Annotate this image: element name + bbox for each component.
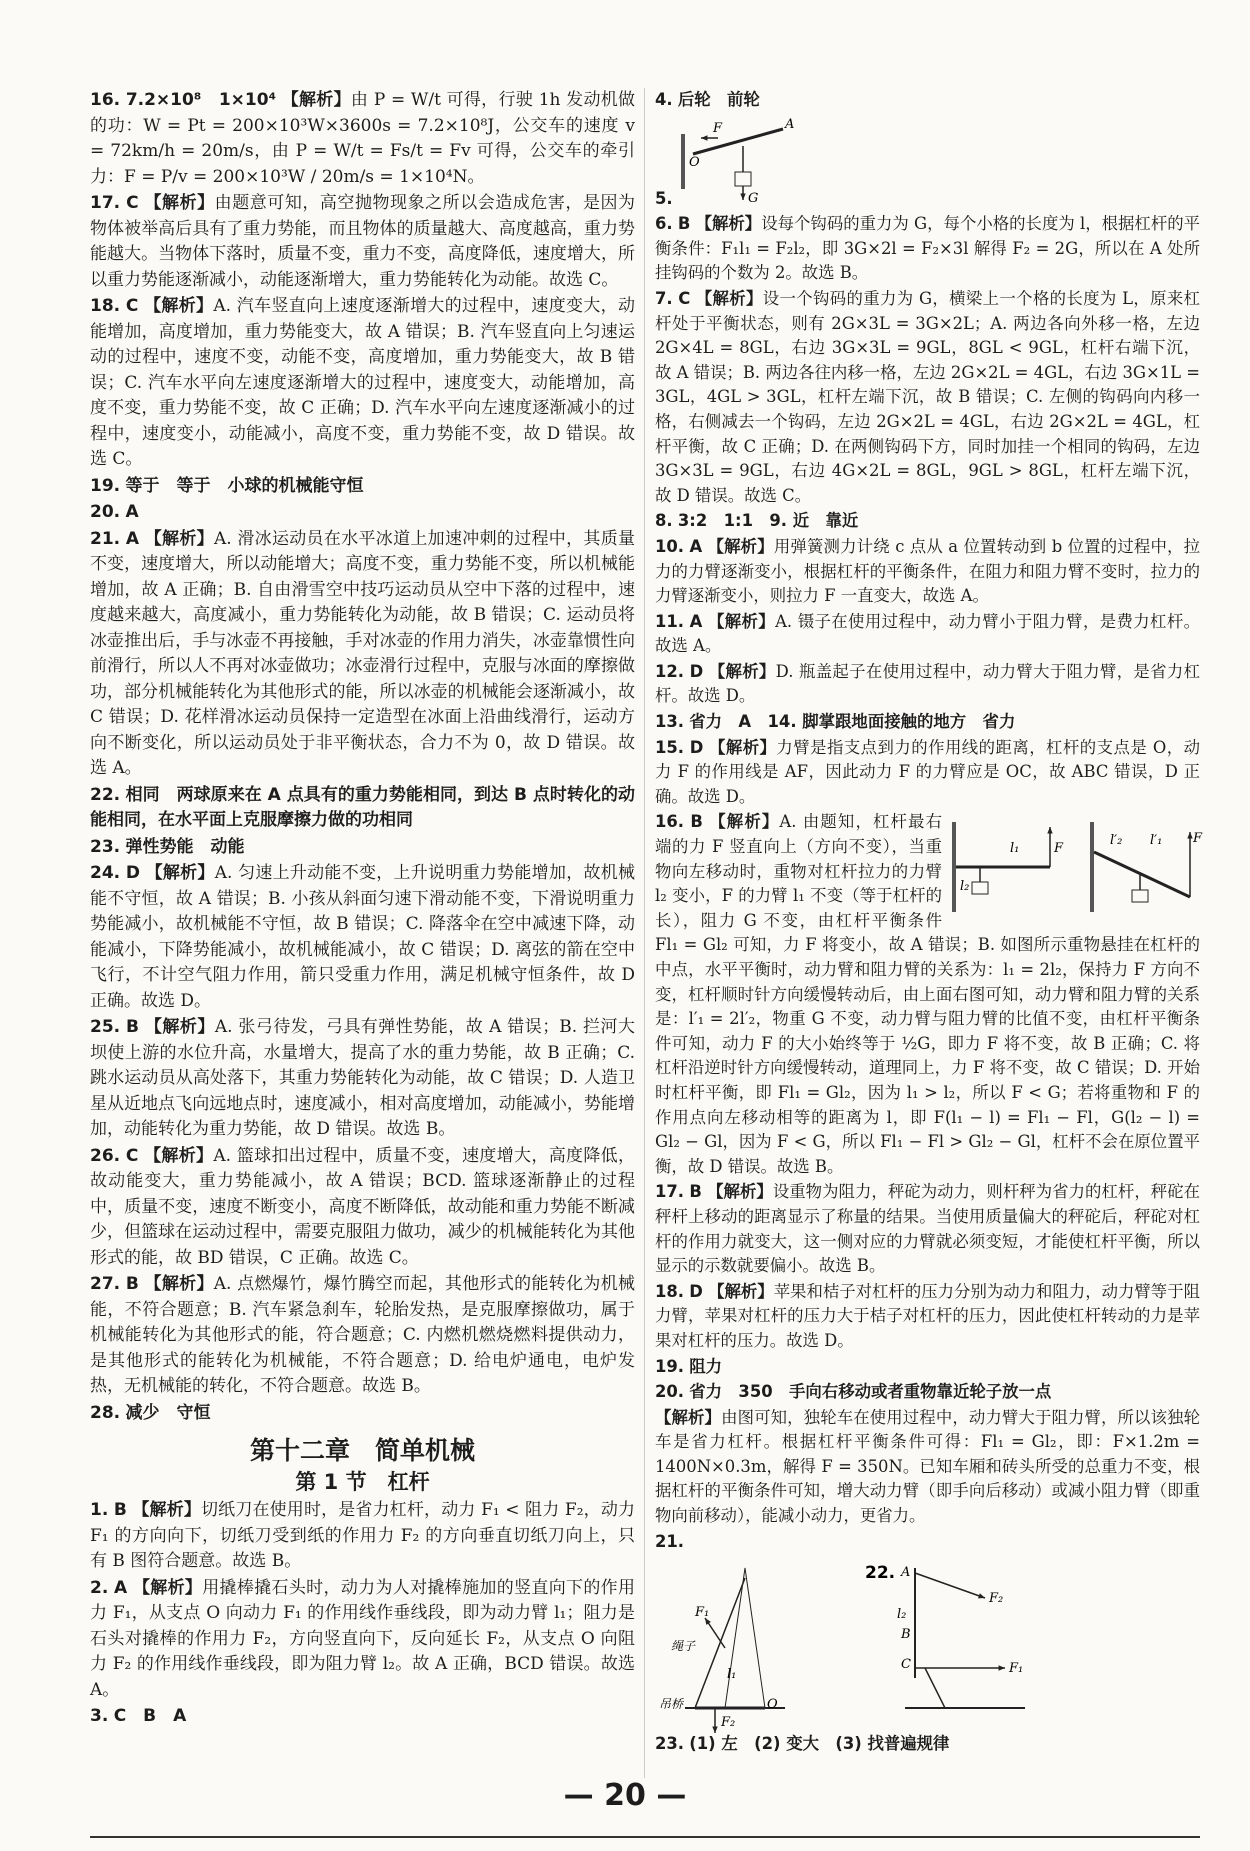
analysis-tag: 【解析】: [144, 1145, 214, 1166]
analysis-text: A. 匀速上升动能不变，上升说明重力势能增加，故机械能不守恒，故 A 错误；B. 小孩从斜面匀速下滑动能不变，下滑说明重力势能减小，故机械能不守恒，故 B 错误；C. 降落伞在空中减速下降，动能减小，下降势能减小，故机械能减小，故 C 错误；D. 离弦的箭在空中飞行，不计空气阻力作用，箭只受重力作用，满足机械守恒条件，故 D 正确。故选 D。: [90, 863, 636, 1011]
answer-item: [90, 474, 635, 500]
analysis-tag: 【解析】: [707, 611, 776, 631]
answer-item: [90, 500, 635, 526]
label-g: G: [747, 190, 759, 206]
item-number: 26.: [90, 1145, 121, 1166]
analysis-text: 设每个钩码的重力为 G，每个小格的长度为 l，根据杠杆的平衡条件：F₁l₁ = F₂l₂，即 3G×2l = F₂×3l 解得 F₂ = 2G，所以在 A 处所挂钩码的个数为 2。故选 B。: [655, 214, 1201, 283]
answer-item: [655, 736, 1200, 810]
item-number: 1.: [90, 1500, 109, 1520]
answer-item: [90, 835, 635, 861]
label-l2-prime: l′₂: [1110, 833, 1123, 849]
wall: [681, 134, 685, 189]
analysis-tag: 【解析】: [144, 1274, 214, 1294]
answer-item: [655, 509, 1200, 534]
item-number: 16.: [90, 90, 121, 110]
analysis-tag: 【解析】: [144, 1017, 215, 1037]
item-number: 20.: [655, 1382, 685, 1402]
gravity-arrow-head: [740, 193, 745, 199]
label-a: A: [784, 116, 795, 132]
label-b: B: [901, 1627, 911, 1643]
analysis-text: D. 瓶盖起子在使用过程中，动力臂大于阻力臂，是省力杠杆。故选 D。: [655, 661, 1200, 706]
label-c: C: [901, 1657, 911, 1673]
item-answer: B: [689, 1182, 702, 1202]
item-answer: 3:2 1:1: [677, 511, 770, 531]
force-f2-arrow: [915, 1573, 985, 1598]
item-number: 22.: [90, 784, 121, 805]
label-f: F: [712, 120, 722, 136]
item-answer: B: [690, 812, 703, 832]
item-number: 19.: [90, 475, 121, 496]
label-l1: l₁: [1010, 841, 1020, 857]
item-answer: D: [689, 737, 704, 757]
analysis-text: A. 镊子在使用过程中，动力臂小于阻力臂，是费力杠杆。故选 A。: [655, 611, 1201, 656]
item-answer: 省力 350 手向右移动或者重物靠近轮子放一点: [689, 1382, 1052, 1402]
analysis-text: A. 点燃爆竹，爆竹腾空而起，其他形式的能转化为机械能，不符合题意；B. 汽车紧急刹车，轮胎发热，是克服摩擦做功，属于机械能转化为其他形式的能，符合题意；C. 内燃机燃烧燃料提供动力，是其他形式的能转化为机械能，不符合题意；D. 给电炉通电，电炉发热，无机械能的转化，不符合题意。故选 B。: [90, 1274, 636, 1396]
label-l1: l₁: [727, 1667, 737, 1683]
label-f1: F₁: [695, 1605, 710, 1621]
item-answer: D: [125, 863, 140, 883]
item-extra: 14. 脚掌跟地面接触的地方 省力: [767, 712, 1016, 732]
label-a: A: [901, 1565, 911, 1581]
item-answer: C: [125, 296, 139, 316]
item-answer: C B A: [113, 1706, 187, 1726]
item-number: 24.: [90, 863, 121, 883]
item-number: 20.: [90, 502, 121, 522]
item-answer: A: [125, 528, 140, 549]
item-answer: 等于 等于 小球的机械能守恒: [125, 475, 364, 496]
answer-item: [90, 88, 635, 190]
item-number: 12.: [655, 661, 685, 681]
answer-item: [655, 1530, 1200, 1729]
analysis-tag: 【解析】: [709, 812, 780, 832]
chapter-title: 第十二章 简单机械: [249, 1436, 475, 1465]
figure-16-levers: [950, 812, 1203, 922]
answer-item: [90, 861, 635, 1014]
analysis-tag: 【解析】: [695, 288, 763, 308]
analysis-tag: 【解析】: [132, 1500, 202, 1520]
tower: [725, 1568, 765, 1708]
answer-item: [655, 535, 1200, 609]
label-rope: 绳子: [671, 1639, 696, 1654]
item-answer: B: [126, 1017, 139, 1037]
item-answer: A: [114, 1577, 128, 1598]
analysis-tag: 【解析】: [144, 296, 214, 316]
item-number: 16.: [655, 812, 685, 832]
label-o: O: [688, 154, 700, 170]
answer-item: [90, 1704, 635, 1730]
analysis-tag: 【解析】: [708, 661, 776, 681]
item-answer: 7.2×10⁸ 1×10⁴: [125, 90, 277, 110]
item-answer: C: [126, 193, 139, 213]
label-f2: F: [1193, 831, 1203, 847]
item-answer: A: [689, 536, 703, 556]
wall-1: [952, 822, 956, 912]
force-f-arrow-head: [701, 135, 707, 140]
right-column: [655, 88, 1203, 1758]
answer-item: [655, 1355, 1200, 1380]
answer-item: [90, 1401, 635, 1427]
figure-22-number: 22.: [865, 1563, 896, 1584]
item-number: 10.: [655, 536, 685, 556]
analysis-tag: 【解析】: [707, 536, 774, 556]
figure-5-lever: [673, 114, 813, 204]
item-answer: A: [125, 502, 139, 522]
analysis-tag: 【解析】: [707, 1182, 773, 1202]
item-number: 27.: [90, 1274, 121, 1294]
label-f2: F₂: [989, 1591, 1004, 1607]
analysis-text: 切纸刀在使用时，是省力杠杆，动力 F₁ < 阻力 F₂，动力 F₁ 的方向向下，切纸刀受到纸的作用力 F₂ 的方向垂直切纸刀向上，只有 B 图符合题意。故选 B。: [90, 1500, 635, 1571]
item-number: 23.: [655, 1734, 685, 1754]
analysis-text: 设重物为阻力，秤砣为动力，则杆秤为省力的杠杆，秤砣在秤杆上移动的距离显示了称量的结果。当使用质量偏大的秤砣后，秤砣对杠杆的作用力就变大，这一侧对应的力臂就必须变短，才能使杠杆平衡，所以显示的示数就要偏小。故选 B。: [655, 1182, 1201, 1276]
force-f1-arrow-head: [999, 1666, 1005, 1671]
item-answer: C: [125, 1145, 139, 1166]
weight-box: [735, 172, 751, 186]
item-answer: (1) 左 (2) 变大 (3) 找普遍规律: [689, 1734, 950, 1754]
answer-item: [90, 1498, 635, 1575]
item-number: 28.: [90, 1402, 121, 1423]
analysis-text: A. 张弓待发，弓具有弹性势能，故 A 错误；B. 拦河大坝使上游的水位升高，水量增大，提高了水的重力势能，故 B 正确；C. 跳水运动员从高处落下，其重力势能转化为动能，故 C 错误；D. 人造卫星从近地点飞向远地点时，速度减小，相对高度增加，动能减小，势能增加，动能转化为重力势能，故 D 错误。故选 B。: [90, 1017, 636, 1139]
analysis-text: 用撬棒撬石头时，动力为人对撬棒施加的竖直向下的作用力 F₁，从支点 O 向动力 F₁ 的作用线作垂线段，即为动力臂 l₁；阻力是石头对撬棒的作用力 F₂，方向竖直向下，反向延长 F₂，从支点 O 向阻力 F₂ 的作用线作垂线段，即为阻力臂 l₂。故 A 正确，BCD 错误。故选 A。: [90, 1577, 636, 1700]
leg: [925, 1668, 945, 1708]
item-number: 6.: [655, 214, 673, 234]
analysis-text: 用弹簧测力计绕 c 点从 a 位置转动到 b 位置的过程中，拉力的力臂逐渐变小，根据杠杆的平衡条件，在阻力和阻力臂不变时，拉力的力臂逐渐变小，则拉力 F 一直变大，故选 A。: [655, 536, 1200, 606]
analysis-text: 由题意可知，高空抛物现象之所以会造成危害，是因为物体被举高后具有了重力势能，而且物体的质量越大、高度越高，重力势能越大。当物体下落时，质量不变，重力不变，高度降低，速度增大，所以重力势能逐渐减小，动能逐渐增大，重力势能转化为动能。故选 C。: [90, 193, 636, 290]
analysis-text: 由图可知，独轮车在使用过程中，动力臂大于阻力臂，所以该独轮车是省力杠杆。根据杠杆平衡条件可得：Fl₁ = Gl₂，即：F×1.2m = 1400N×0.3m，解得 F = 350N。已知车厢和砖头所受的总重力不变，根据杠杆的平衡条件可知，增大动力臂（即手向后移动）或减小阻力臂（即重物向前移动），能减小动力，更省力。: [655, 1407, 1201, 1526]
item-number: 23.: [90, 836, 121, 857]
answer-item: [90, 294, 635, 473]
item-number: 17.: [90, 193, 121, 213]
analysis-tag: 【解析】: [144, 528, 214, 549]
answer-item: [655, 1732, 1200, 1757]
answer-item: [655, 287, 1200, 508]
item-number: 19.: [655, 1356, 685, 1376]
item-number: 13.: [655, 712, 685, 732]
analysis-text: A. 汽车竖直向上速度逐渐增大的过程中，速度变大，动能增加，高度增加，重力势能变大，故 A 错误；B. 汽车竖直向上匀速运动的过程中，速度不变，动能不变，高度增加，重力势能变大，故 B 错误；C. 汽车水平向左速度逐渐增大的过程中，速度变大，动能增加，高度不变，重力势能不变，故 C 正确；D. 汽车水平向左速度逐渐减小的过程中，速度变小，动能减小，高度不变，重力势能不变，故 D 错误。故选 C。: [90, 296, 635, 469]
left-column: [90, 88, 635, 1731]
weight-1: [972, 882, 988, 894]
item-number: 5.: [655, 188, 673, 208]
item-answer: 相同 两球原来在 A 点具有的重力势能相同，到达 B 点时转化的动能相同，在水平面上克服摩擦力做的功相同: [90, 784, 635, 830]
answer-item: [90, 527, 635, 782]
answer-item: [90, 1576, 635, 1704]
item-number: 21.: [90, 528, 121, 549]
answer-item: [655, 810, 1203, 1179]
item-number: 15.: [655, 737, 685, 757]
analysis-tag: 【解析】: [281, 90, 351, 110]
label-l2: l₂: [960, 879, 970, 895]
item-answer: B: [677, 214, 691, 234]
page-number: — 20 —: [563, 1778, 687, 1813]
analysis-text: 设一个钩码的重力为 G，横梁上一个格的长度为 L，原来杠杆处于平衡状态，则有 2G×3L = 3G×2L；A. 两边各向外移一格，左边 2G×4L = 8GL，右边 3G×3L = 9GL，8GL < 9GL，杠杆右端下沉，故 A 错误；B. 两边各往内移一格，左边 2G×2L = 4GL，右边 3G×1L = 3GL，4GL > 3GL，杠杆左端下沉，故 B 错误；C. 左侧的钩码向内移一格，右侧减去一个钩码，左边 2G×2L = 4GL，右边 2G×2L = 4GL，杠杆平衡，故 C 正确；D. 在两侧钩码下方，同时加挂一个相同的钩码，左边 3G×3L = 9GL，右边 4G×2L = 8GL，9GL > 8GL，杠杆左端下沉，故 D 错误。故选 C。: [655, 288, 1200, 505]
label-o: O: [767, 1697, 778, 1713]
rope: [695, 1578, 745, 1708]
label-l1-prime: l′₁: [1150, 833, 1163, 849]
label-bridge: 吊桥: [659, 1697, 684, 1712]
item-number: 4.: [655, 90, 673, 109]
item-number: 25.: [90, 1017, 121, 1037]
analysis-text: A. 篮球扣出过程中，质量不变，速度增大，高度降低，故动能变大，重力势能减小，故 A 错误；BCD. 篮球逐渐静止的过程中，质量不变，速度不断变小，高度不断降低，故动能和重力势能不断减少，但篮球在运动过程中，需要克服阻力做功，减少的机械能转化为其他形式的能，故 BD 错误，C 正确。故选 C。: [90, 1145, 635, 1268]
answer-item: [655, 88, 1200, 113]
section-title: 第 1 节 杠杆: [295, 1470, 430, 1494]
item-number: 3.: [90, 1706, 109, 1726]
analysis-tag: 【解析】: [144, 193, 215, 213]
wall-2: [1090, 822, 1094, 912]
item-number: 2.: [90, 1577, 109, 1598]
analysis-text: 力臂是指支点到力的作用线的距离，杠杆的支点是 O，动力 F 的作用线是 AF，因此动力 F 的力臂应是 OC，故 ABC 错误，D 正确。故选 D。: [655, 737, 1200, 806]
analysis-text: 苹果和桔子对杠杆的压力分别为动力和阻力，动力臂等于阻力臂，苹果对杠杆的压力大于桔子对杠杆的压力，因此使杠杆转动的力是苹果对杠杆的压力。故选 D。: [655, 1281, 1200, 1350]
item-number: 21.: [655, 1531, 685, 1551]
answer-item: [655, 710, 1200, 735]
analysis-text: 由 P = W/t 可得，行驶 1h 发动机做的功：W = Pt = 200×10³W×3600s = 7.2×10⁸J，公交车的速度 v = 72km/h = 20m/s，由 P = W/t = Fs/t = Fv 可得，公交车的牵引力：F = P/v = 200×10³W / 20m/s = 1×10⁴N。: [90, 90, 636, 187]
item-number: 18.: [655, 1281, 685, 1301]
item-answer: D: [689, 1281, 703, 1301]
item-number: 18.: [90, 296, 121, 316]
analysis-tag: 【解析】: [145, 863, 215, 883]
label-f1: F₁: [1009, 1661, 1024, 1677]
label-f2: F₂: [721, 1715, 736, 1731]
answer-item: [90, 191, 635, 293]
analysis-text: A. 由题知，杠杆最右端的力 F 竖直向上（方向不变），当重物向左移动时，重物对杠杆拉力的力臂 l₂ 变小，F 的力臂 l₁ 不变（等于杠杆的长），阻力 G 不变，由杠杆平衡条件 Fl₁ = Gl₂ 可知，力 F 将变小，故 A 错误；B. 如图所示重物悬挂在杠杆的中点，水平平衡时，动力臂和阻力臂的关系为：l₁ = 2l₂，保持力 F 方向不变，杠杆顺时针方向缓慢转动后，由上面右图可知，动力臂和阻力臂的关系是：l′₁ = 2l′₂，物重 G 不变，动力臂与阻力臂的比值不变，由杠杆平衡条件可知，动力 F 的大小始终等于 ½G，即力 F 将不变，故 B 正确；C. 将杠杆沿逆时针方向缓慢转动，道理同上，力 F 将不变，故 C 错误；D. 开始时杠杆平衡，即 Fl₁ = Gl₂，因为 l₁ > l₂，所以 F < G；若将重物和 F 的作用点向左移动相等的距离为 l，即 F(l₁ − l) = Fl₁ − Fl，G(l₂ − l) = Gl₂ − Gl，因为 F < G，所以 Fl₁ − Fl > Gl₂ − Gl，杠杆不会在原位置平衡，故 D 错误。故选 B。: [655, 812, 1200, 1176]
figure-21-drawbridge: [655, 1558, 835, 1731]
answer-item: [655, 1280, 1200, 1354]
answer-item: [655, 1380, 1200, 1405]
analysis-tag: 【解析】: [132, 1577, 203, 1598]
analysis-tag: 【解析】: [708, 1281, 774, 1301]
lever-bar: [693, 129, 783, 154]
bottom-rule: [90, 1836, 1200, 1838]
label-l2: l₂: [897, 1607, 907, 1623]
item-number: 11.: [655, 611, 685, 631]
figures-21-22: [655, 1558, 1200, 1731]
answer-item: [655, 114, 1200, 212]
analysis-tag: 【解析】: [695, 214, 762, 234]
answer-item: [90, 1144, 635, 1272]
item-answer: D: [689, 661, 704, 681]
figure-22-lever: [865, 1558, 1065, 1728]
column-divider: [644, 88, 645, 1778]
answer-item: [90, 1272, 635, 1400]
item-answer: 省力 A: [689, 712, 768, 732]
answer-item: [90, 1015, 635, 1143]
item-answer: 减少 守恒: [125, 1402, 211, 1423]
label-f1: F: [1054, 841, 1064, 857]
answer-item: [655, 212, 1200, 286]
item-answer: B: [113, 1500, 127, 1520]
item-number: 17.: [655, 1182, 685, 1202]
item-extra: 9. 近 靠近: [769, 511, 859, 531]
force-f2-arrow-head: [978, 1594, 985, 1599]
item-answer: 后轮 前轮: [677, 90, 760, 109]
weight-2: [1132, 890, 1148, 902]
item-number: 7.: [655, 288, 673, 308]
item-number: 8.: [655, 511, 673, 531]
answer-item: [655, 1180, 1200, 1278]
item-answer: 弹性势能 动能: [125, 836, 245, 857]
force-f2-arrow-head: [1187, 832, 1192, 838]
item-answer: B: [125, 1274, 139, 1294]
analysis-tag: 【解析】: [655, 1407, 722, 1427]
item-answer: A: [689, 611, 703, 631]
answer-item: [655, 610, 1200, 659]
item-answer: 阻力: [689, 1356, 723, 1376]
force-f1-arrow-head: [1047, 827, 1052, 833]
item-answer: C: [678, 288, 691, 308]
answer-item: [655, 1406, 1200, 1529]
analysis-text: A. 滑冰运动员在水平冰道上加速冲刺的过程中，其质量不变，速度增大，所以动能增大；高度不变，重力势能不变，所以机械能增加，故 A 正确；B. 自由滑雪空中技巧运动员从空中下落的过程中，速度越来越大，高度减小，重力势能转化为动能，故 B 错误；C. 运动员将冰壶推出后，手与冰壶不再接触，手对冰壶的作用力消失，冰壶靠惯性向前滑行，所以人不再对冰壶做功；冰壶滑行过程中，克服与冰面的摩擦做功，部分机械能转化为其他形式的能，所以冰壶的机械能会逐渐减小，故 C 错误；D. 花样滑冰运动员保持一定造型在冰面上沿曲线滑行，运动方向不断变化，所以运动员处于非平衡状态，合力不为 0，故 D 错误。故选 A。: [90, 528, 636, 778]
answer-item: [655, 660, 1200, 709]
analysis-tag: 【解析】: [709, 737, 777, 757]
answer-item: [90, 783, 635, 834]
